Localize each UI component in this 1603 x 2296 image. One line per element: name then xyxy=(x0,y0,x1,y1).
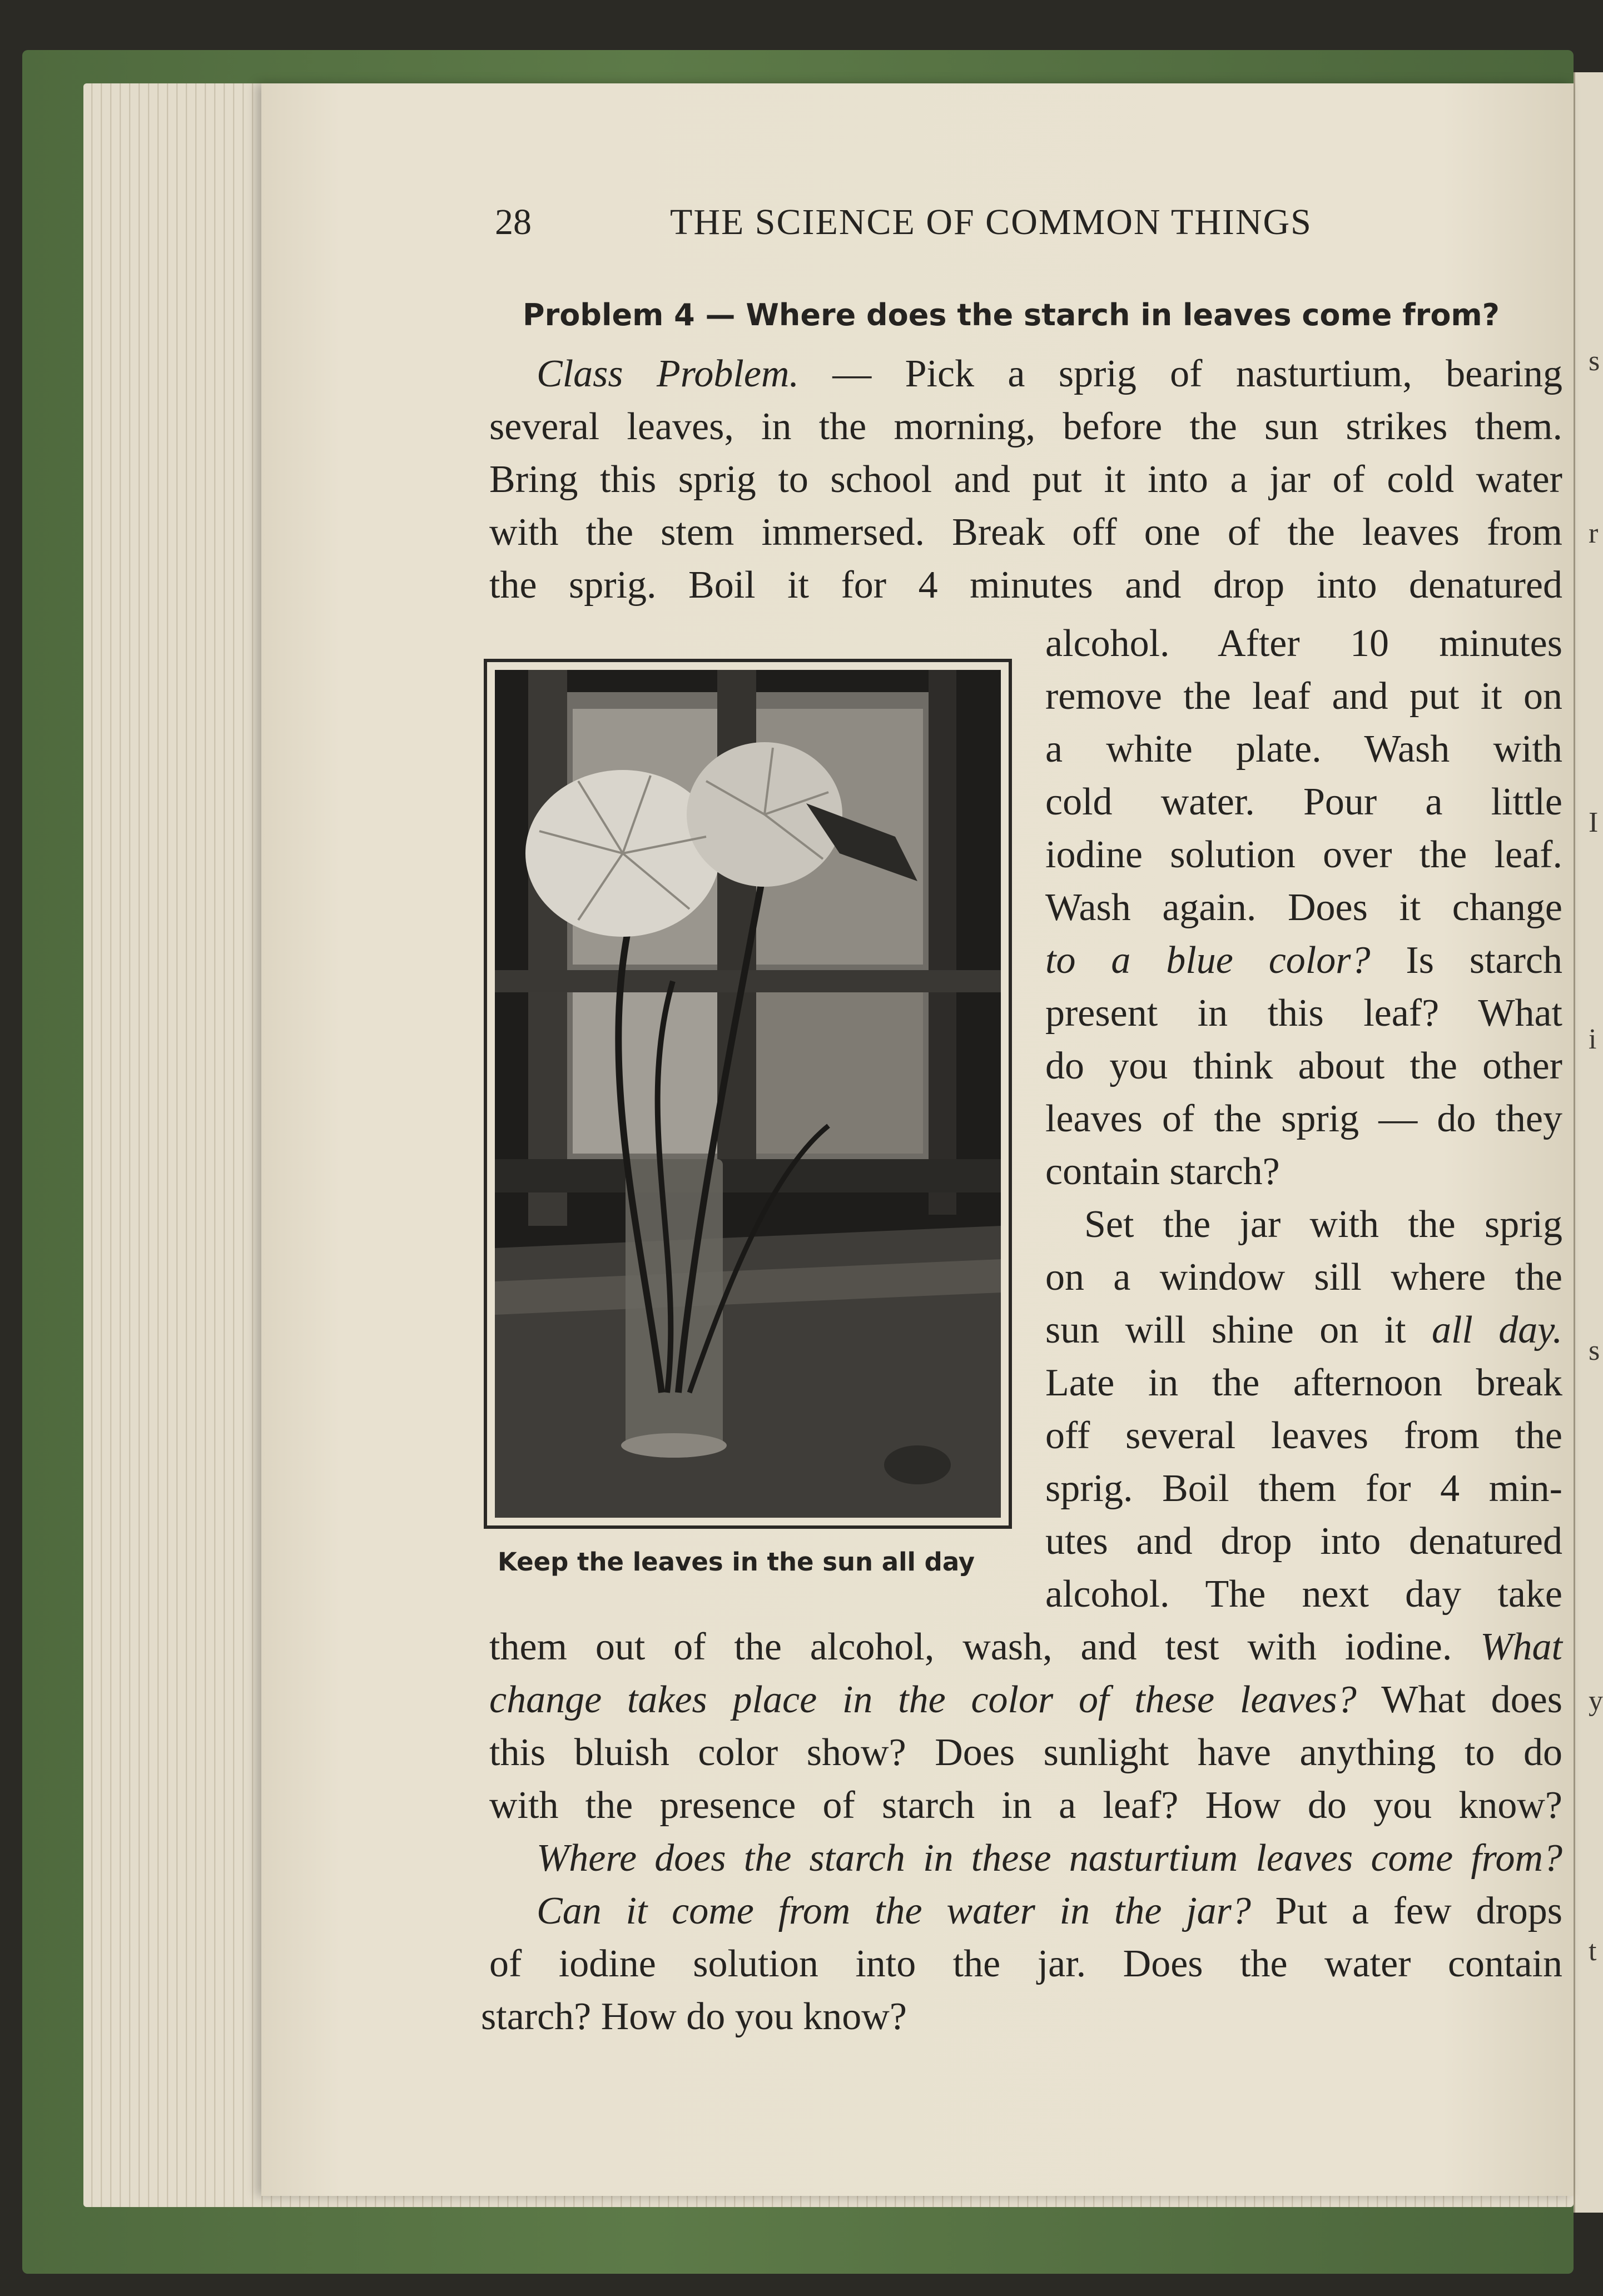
text-line: remove the leaf and put it on xyxy=(1045,675,1562,718)
text-line: iodine solution over the leaf. xyxy=(1045,833,1562,876)
text-line: to a blue color? Is starch xyxy=(1045,939,1562,982)
text-line: Set the jar with the sprig xyxy=(1084,1203,1562,1246)
figure-frame xyxy=(484,659,1012,1529)
text-line: alcohol. After 10 minutes xyxy=(1045,622,1562,665)
text-line: Late in the afternoon break xyxy=(1045,1361,1562,1404)
text-line: of iodine solution into the jar. Does the water contain xyxy=(489,1942,1562,1985)
text-line: Wash again. Does it change xyxy=(1045,886,1562,929)
text-line: leaves of the sprig — do they xyxy=(1045,1097,1562,1140)
text-line: them out of the alcohol, wash, and test with iodine. What xyxy=(489,1626,1562,1668)
text-line: cold water. Pour a little xyxy=(1045,781,1562,823)
text-line: off several leaves from the xyxy=(1045,1414,1562,1457)
nasturtium-photo xyxy=(495,670,1001,1518)
book-title: THE SCIENCE OF COMMON THINGS xyxy=(670,202,1312,242)
text-line: alcohol. The next day take xyxy=(1045,1573,1562,1616)
text-line: on a window sill where the xyxy=(1045,1256,1562,1299)
page-number: 28 xyxy=(495,202,532,242)
text-line: several leaves, in the morning, before the sun strikes them. xyxy=(489,405,1562,448)
text-line: Class Problem. — Pick a sprig of nasturtium, bearing xyxy=(537,352,1562,395)
text-line: Can it come from the water in the jar? Put a few drops xyxy=(537,1890,1562,1932)
problem-heading: Problem 4 — Where does the starch in leaves come from? xyxy=(523,297,1500,332)
text-line: Bring this sprig to school and put it into a jar of cold water xyxy=(489,458,1562,501)
text-line: with the presence of starch in a leaf? How do you know? xyxy=(489,1784,1562,1827)
text-line: starch? How do you know? xyxy=(481,1995,907,2038)
text-line: sun will shine on it all day. xyxy=(1045,1309,1563,1351)
text-line: contain starch? xyxy=(1045,1150,1280,1193)
text-line: a white plate. Wash with xyxy=(1045,728,1562,771)
text-line: utes and drop into denatured xyxy=(1045,1520,1562,1563)
text-line: sprig. Boil them for 4 min- xyxy=(1045,1467,1562,1510)
text-line: Where does the starch in these nasturtium leaves come from? xyxy=(537,1837,1562,1880)
text-line: do you think about the other xyxy=(1045,1045,1562,1087)
text-line: the sprig. Boil it for 4 minutes and drop into denatured xyxy=(489,564,1562,607)
text-line: present in this leaf? What xyxy=(1045,992,1562,1035)
text-line: this bluish color show? Does sunlight have anything to do xyxy=(489,1731,1562,1774)
figure-caption: Keep the leaves in the sun all day xyxy=(498,1547,975,1577)
text-line: change takes place in the color of these leaves? What does xyxy=(489,1678,1562,1721)
next-page-edge xyxy=(1574,72,1603,2213)
text-line: with the stem immersed. Break off one of the leaves from xyxy=(489,511,1562,554)
running-head xyxy=(495,197,1396,247)
